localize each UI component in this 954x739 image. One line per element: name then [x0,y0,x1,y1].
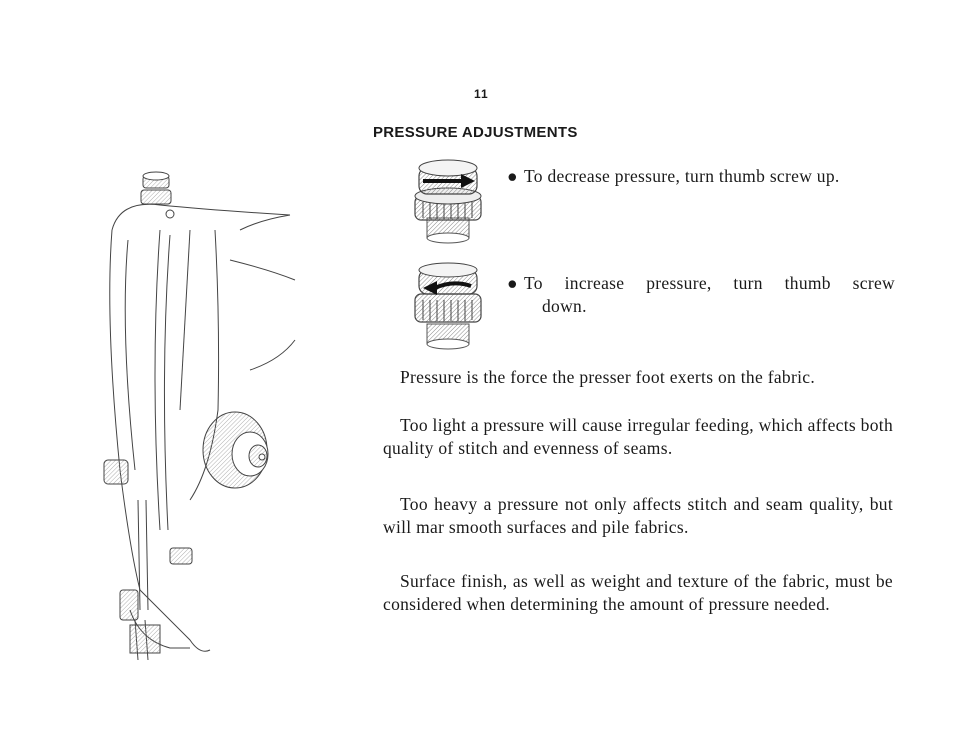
thumb-screw-up-illustration [405,156,495,246]
instruction-increase [507,272,895,318]
instruction-text: To decrease pressure, turn thumb screw up. [524,166,840,186]
instruction-text-line1: To increase pressure, turn thumb screw [524,273,895,293]
sewing-machine-head-illustration [100,170,300,670]
section-heading: PRESSURE ADJUSTMENTS [373,124,578,141]
paragraph-too-light: Too light a pressure will cause irregular feeding, which affects both quality of stitch and evenness of seams. [383,415,893,458]
bullet-icon: ● [507,166,518,186]
bullet-icon: ● [507,273,518,293]
paragraph-too-heavy: Too heavy a pressure not only affects stitch and seam quality, but will mar smooth surfaces and pile fabrics. [383,494,893,537]
paragraph-surface-finish: Surface finish, as well as weight and texture of the fabric, must be considered when determining the amount of pressure needed. [383,571,893,614]
paragraph-pressure-definition: Pressure is the force the presser foot exerts on the fabric. [400,367,816,387]
thumb-screw-down-illustration [405,262,495,352]
instruction-decrease [507,165,895,188]
instruction-text-line2: down. [542,296,587,316]
page-number: 11 [474,87,489,101]
